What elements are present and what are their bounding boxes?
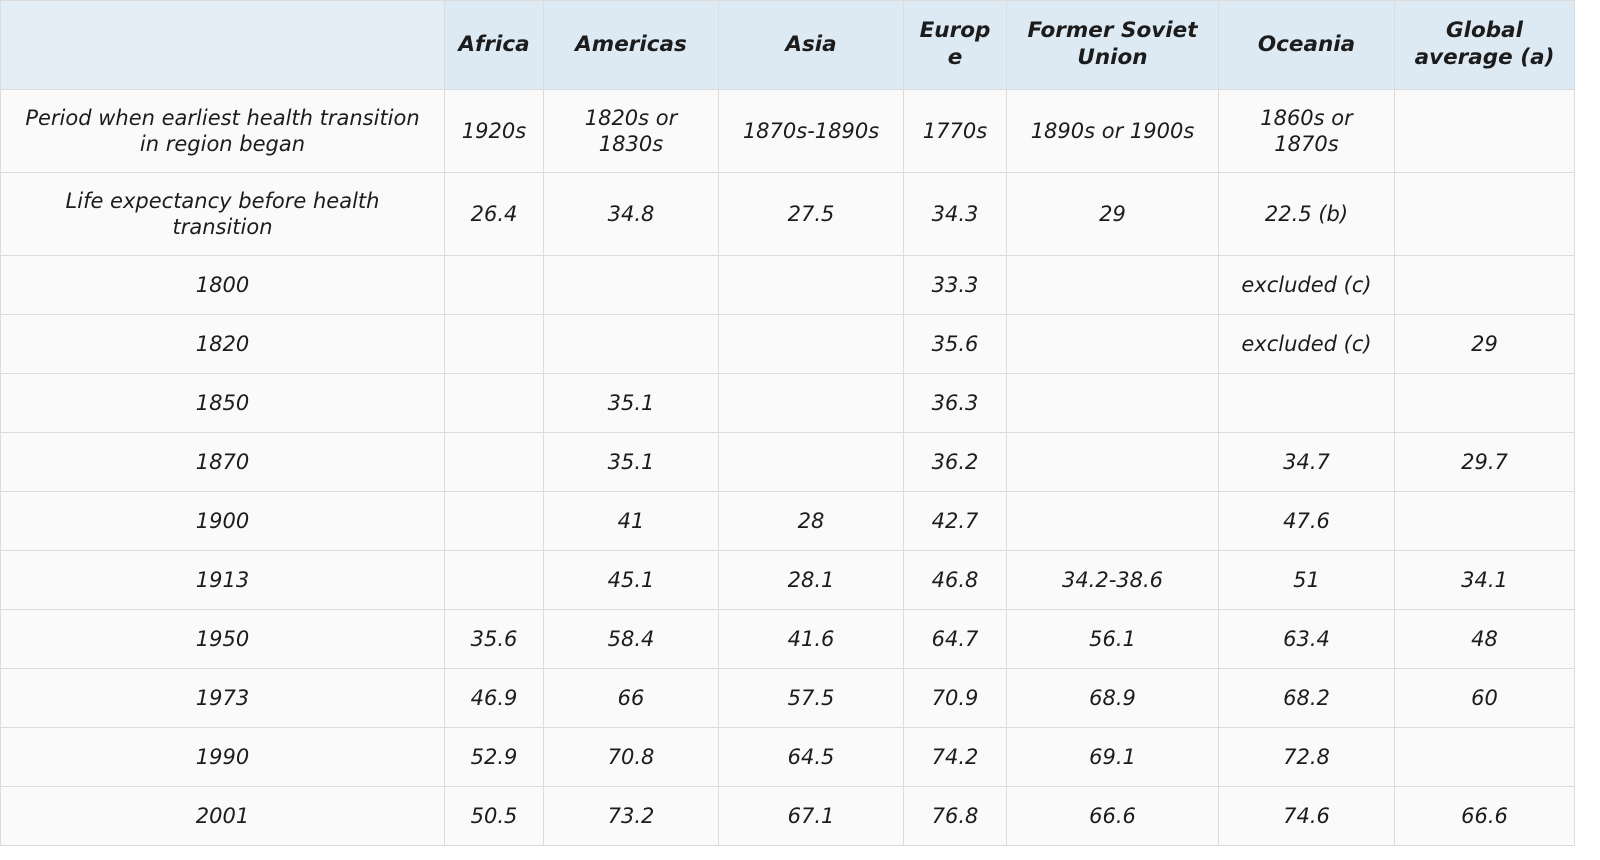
- cell-europe: 33.3: [904, 256, 1007, 315]
- cell-global-average: [1395, 173, 1575, 256]
- cell-americas: 35.1: [544, 374, 719, 433]
- row-label: 1950: [1, 610, 445, 669]
- cell-asia: 27.5: [719, 173, 904, 256]
- cell-former-soviet-union: [1007, 315, 1219, 374]
- cell-americas: 41: [544, 492, 719, 551]
- row-label: Life expectancy before health transition: [1, 173, 445, 256]
- cell-africa: 52.9: [445, 728, 544, 787]
- cell-global-average: 29.7: [1395, 433, 1575, 492]
- table-header: [1, 1, 1575, 90]
- cell-former-soviet-union: 56.1: [1007, 610, 1219, 669]
- cell-africa: 50.5: [445, 787, 544, 846]
- cell-global-average: [1395, 256, 1575, 315]
- cell-former-soviet-union: 66.6: [1007, 787, 1219, 846]
- table-row: [1, 374, 1575, 433]
- table-row: [1, 551, 1575, 610]
- table-row: [1, 173, 1575, 256]
- header-row: [1, 1, 1575, 90]
- cell-former-soviet-union: 69.1: [1007, 728, 1219, 787]
- cell-former-soviet-union: [1007, 492, 1219, 551]
- cell-former-soviet-union: [1007, 256, 1219, 315]
- cell-africa: 46.9: [445, 669, 544, 728]
- row-label: 1973: [1, 669, 445, 728]
- cell-asia: 64.5: [719, 728, 904, 787]
- cell-africa: 26.4: [445, 173, 544, 256]
- column-header-oceania: Oceania: [1219, 1, 1395, 90]
- cell-americas: 34.8: [544, 173, 719, 256]
- cell-americas: 58.4: [544, 610, 719, 669]
- cell-africa: [445, 433, 544, 492]
- cell-africa: 1920s: [445, 90, 544, 173]
- row-label: 1800: [1, 256, 445, 315]
- cell-africa: [445, 492, 544, 551]
- column-header-africa: Africa: [445, 1, 544, 90]
- cell-asia: [719, 315, 904, 374]
- cell-former-soviet-union: [1007, 374, 1219, 433]
- table-row: [1, 787, 1575, 846]
- table-row: [1, 492, 1575, 551]
- cell-oceania: 63.4: [1219, 610, 1395, 669]
- cell-asia: 41.6: [719, 610, 904, 669]
- cell-oceania: excluded (c): [1219, 315, 1395, 374]
- cell-global-average: 34.1: [1395, 551, 1575, 610]
- column-header-former-soviet-union: Former Soviet Union: [1007, 1, 1219, 90]
- cell-oceania: excluded (c): [1219, 256, 1395, 315]
- cell-europe: 34.3: [904, 173, 1007, 256]
- cell-europe: 1770s: [904, 90, 1007, 173]
- cell-americas: 1820s or 1830s: [544, 90, 719, 173]
- cell-americas: 66: [544, 669, 719, 728]
- cell-former-soviet-union: 34.2-38.6: [1007, 551, 1219, 610]
- cell-former-soviet-union: 29: [1007, 173, 1219, 256]
- cell-oceania: 34.7: [1219, 433, 1395, 492]
- cell-asia: 1870s-1890s: [719, 90, 904, 173]
- cell-europe: 76.8: [904, 787, 1007, 846]
- cell-global-average: [1395, 492, 1575, 551]
- row-label: 1990: [1, 728, 445, 787]
- cell-europe: 74.2: [904, 728, 1007, 787]
- cell-asia: [719, 433, 904, 492]
- table-row: [1, 90, 1575, 173]
- cell-asia: 57.5: [719, 669, 904, 728]
- column-header-global-average: Global average (a): [1395, 1, 1575, 90]
- row-label: 1820: [1, 315, 445, 374]
- table-row: [1, 256, 1575, 315]
- column-header-asia: Asia: [719, 1, 904, 90]
- row-label: 2001: [1, 787, 445, 846]
- cell-oceania: 68.2: [1219, 669, 1395, 728]
- row-label: 1850: [1, 374, 445, 433]
- cell-oceania: 22.5 (b): [1219, 173, 1395, 256]
- cell-europe: 35.6: [904, 315, 1007, 374]
- cell-oceania: 74.6: [1219, 787, 1395, 846]
- row-label: 1870: [1, 433, 445, 492]
- cell-global-average: 48: [1395, 610, 1575, 669]
- cell-asia: 28: [719, 492, 904, 551]
- cell-former-soviet-union: [1007, 433, 1219, 492]
- cell-former-soviet-union: 1890s or 1900s: [1007, 90, 1219, 173]
- cell-global-average: [1395, 728, 1575, 787]
- cell-africa: 35.6: [445, 610, 544, 669]
- cell-global-average: [1395, 90, 1575, 173]
- table-row: [1, 610, 1575, 669]
- cell-asia: 28.1: [719, 551, 904, 610]
- cell-oceania: 72.8: [1219, 728, 1395, 787]
- cell-asia: 67.1: [719, 787, 904, 846]
- row-label: 1900: [1, 492, 445, 551]
- cell-europe: 70.9: [904, 669, 1007, 728]
- row-label: 1913: [1, 551, 445, 610]
- table-row: [1, 315, 1575, 374]
- cell-europe: 36.2: [904, 433, 1007, 492]
- cell-oceania: 1860s or 1870s: [1219, 90, 1395, 173]
- cell-europe: 64.7: [904, 610, 1007, 669]
- column-header-europe: Europe: [904, 1, 1007, 90]
- cell-europe: 42.7: [904, 492, 1007, 551]
- cell-oceania: 51: [1219, 551, 1395, 610]
- cell-europe: 36.3: [904, 374, 1007, 433]
- cell-africa: [445, 315, 544, 374]
- cell-europe: 46.8: [904, 551, 1007, 610]
- cell-asia: [719, 374, 904, 433]
- cell-global-average: 66.6: [1395, 787, 1575, 846]
- cell-oceania: 47.6: [1219, 492, 1395, 551]
- cell-africa: [445, 374, 544, 433]
- cell-africa: [445, 551, 544, 610]
- row-label: Period when earliest health transition in region began: [1, 90, 445, 173]
- cell-global-average: 29: [1395, 315, 1575, 374]
- cell-americas: [544, 315, 719, 374]
- cell-global-average: [1395, 374, 1575, 433]
- cell-africa: [445, 256, 544, 315]
- column-header-blank: [1, 1, 445, 90]
- table-row: [1, 433, 1575, 492]
- cell-americas: 45.1: [544, 551, 719, 610]
- cell-americas: 35.1: [544, 433, 719, 492]
- cell-americas: 73.2: [544, 787, 719, 846]
- table-row: [1, 669, 1575, 728]
- table-row: [1, 728, 1575, 787]
- cell-former-soviet-union: 68.9: [1007, 669, 1219, 728]
- cell-americas: 70.8: [544, 728, 719, 787]
- cell-americas: [544, 256, 719, 315]
- column-header-americas: Americas: [544, 1, 719, 90]
- cell-oceania: [1219, 374, 1395, 433]
- table-body: [1, 90, 1575, 846]
- cell-global-average: 60: [1395, 669, 1575, 728]
- cell-asia: [719, 256, 904, 315]
